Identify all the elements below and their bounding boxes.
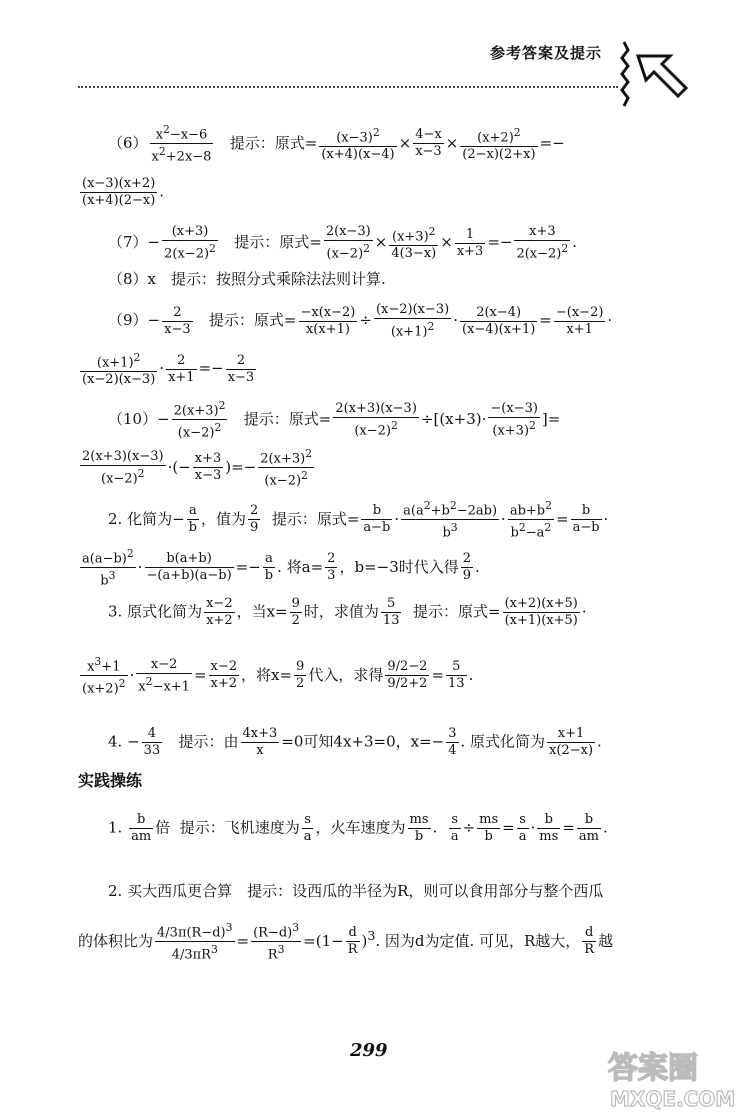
arrow-logo-icon xyxy=(620,38,690,108)
running-header-title: 参考答案及提示 xyxy=(490,44,603,62)
item-9-line1: （9）− $\frac{2}{x-3}$ 提示：原式= $\frac{-x(x-2)}{x(x+1)}$ ÷ $\frac{(x-2)(x-3)}{(x+1)^2}$ · $\frac{2(x-4)}{(x-4)(x+1)}$ = $\frac{-(x-2)}{x+1}$ · xyxy=(108,302,613,340)
question-2-line2: $\frac{a(a-b)^2}{b^3}$ · $\frac{b(a+b)}{-(a+b)(a-b)}$ =− $\frac{a}{b}$ . 将a= $\frac{2}{3}$ ，b=−3时代入得 $\frac{2}{9}$ . xyxy=(82,547,480,589)
section-heading-practice: 实践操练 xyxy=(78,771,143,790)
practice-2-line2: 的体积比为 $\frac{4/3\pi(R-d)^3}{4/3\pi R^3}$ = $\frac{(R-d)^3}{R^3}$ =(1− $\frac{d}{R}$ )$^3$. 因为d为定值. 可见，R越大， $\frac{d}{R}$ 越 xyxy=(78,921,614,963)
question-3-line2: $\frac{x^3+1}{(x+2)^2}$ · $\frac{x-2}{x^2-x+1}$ = $\frac{x-2}{x+2}$ ，将x= $\frac{9}{2}$ 代入，求得 $\frac{9/2-2}{9/2+2}$ = $\frac{5}{13}$ . xyxy=(82,655,474,697)
header-dotted-rule xyxy=(78,86,618,88)
item-6-line2: $\frac{(x-3)(x+2)}{(x+4)(2-x)}$ . xyxy=(82,176,165,208)
item-9-line2: $\frac{(x+1)^2}{(x-2)(x-3)}$ · $\frac{2}{x+1}$ =− $\frac{2}{x-3}$ xyxy=(82,351,255,388)
page-number: 299 xyxy=(350,1040,388,1061)
question-3-line1: 3. 原式化简为 $\frac{x-2}{x+2}$ ，当x= $\frac{9}{2}$ 时，求值为 $\frac{5}{13}$ 提示：原式= $\frac{(x+2)(x+5)}{(x+1)(x+5)}$ · xyxy=(108,596,587,628)
watermark-url: MXQE.COM xyxy=(610,1087,736,1111)
item-10-line2: $\frac{2(x+3)(x-3)}{(x-2)^2}$ ·(− $\frac{x+3}{x-3}$ )=− $\frac{2(x+3)^2}{(x-2)^2}$ xyxy=(82,447,313,489)
watermark-title: 答案圈 xyxy=(608,1051,698,1086)
item-6-line1: （6） $\frac{x^2-x-6}{x^2+2x-8}$ 提示：原式= $\frac{(x-3)^2}{(x+4)(x-4)}$ × $\frac{4-x}{x-3}$ × $\frac{(x+2)^2}{(2-x)(2+x)}$ =− xyxy=(108,123,565,165)
question-2-line1: 2. 化简为− $\frac{a}{b}$ ，值为 $\frac{2}{9}$ 提示：原式= $\frac{b}{a-b}$ · $\frac{a(a^2+b^2-2ab)}{b^3}$ · $\frac{ab+b^2}{b^2-a^2}$ = $\frac{b}{a-b}$ · xyxy=(108,499,609,541)
practice-2-line1: 2. 买大西瓜更合算 提示：设西瓜的半径为R，则可以食用部分与整个西瓜 xyxy=(108,882,604,900)
practice-1-line: 1. $\frac{b}{am}$ 倍 提示：飞机速度为 $\frac{s}{a}$ ，火车速度为 $\frac{ms}{b}$ . $\frac{s}{a}$ ÷ $\frac{ms}{b}$ = $\frac{s}{a}$ · $\frac{b}{ms}$ = $\frac{b}{am}$ . xyxy=(108,812,608,844)
watermark-logo-icon xyxy=(600,1042,740,1112)
item-8-line: （8）x 提示：按照分式乘除法法则计算. xyxy=(108,270,386,288)
item-7-line: （7）− $\frac{(x+3)}{2(x-2)^2}$ 提示：原式= $\frac{2(x-3)}{(x-2)^2}$ × $\frac{(x+3)^2}{4(3-x)}$ × $\frac{1}{x+3}$ =− $\frac{x+3}{2(x-2)^2}$ . xyxy=(108,224,578,262)
item-10-line1: （10）− $\frac{2(x+3)^2}{(x-2)^2}$ 提示：原式= $\frac{2(x+3)(x-3)}{(x-2)^2}$ ÷[(x+3)· $\frac{-(x-3)}{(x+3)^2}$ ]= xyxy=(108,399,561,441)
question-4-line: 4. − $\frac{4}{33}$ 提示：由 $\frac{4x+3}{x}$ =0可知4x+3=0，x=− $\frac{3}{4}$ . 原式化简为 $\frac{x+1}{x(2-x)}$ . xyxy=(108,726,602,758)
